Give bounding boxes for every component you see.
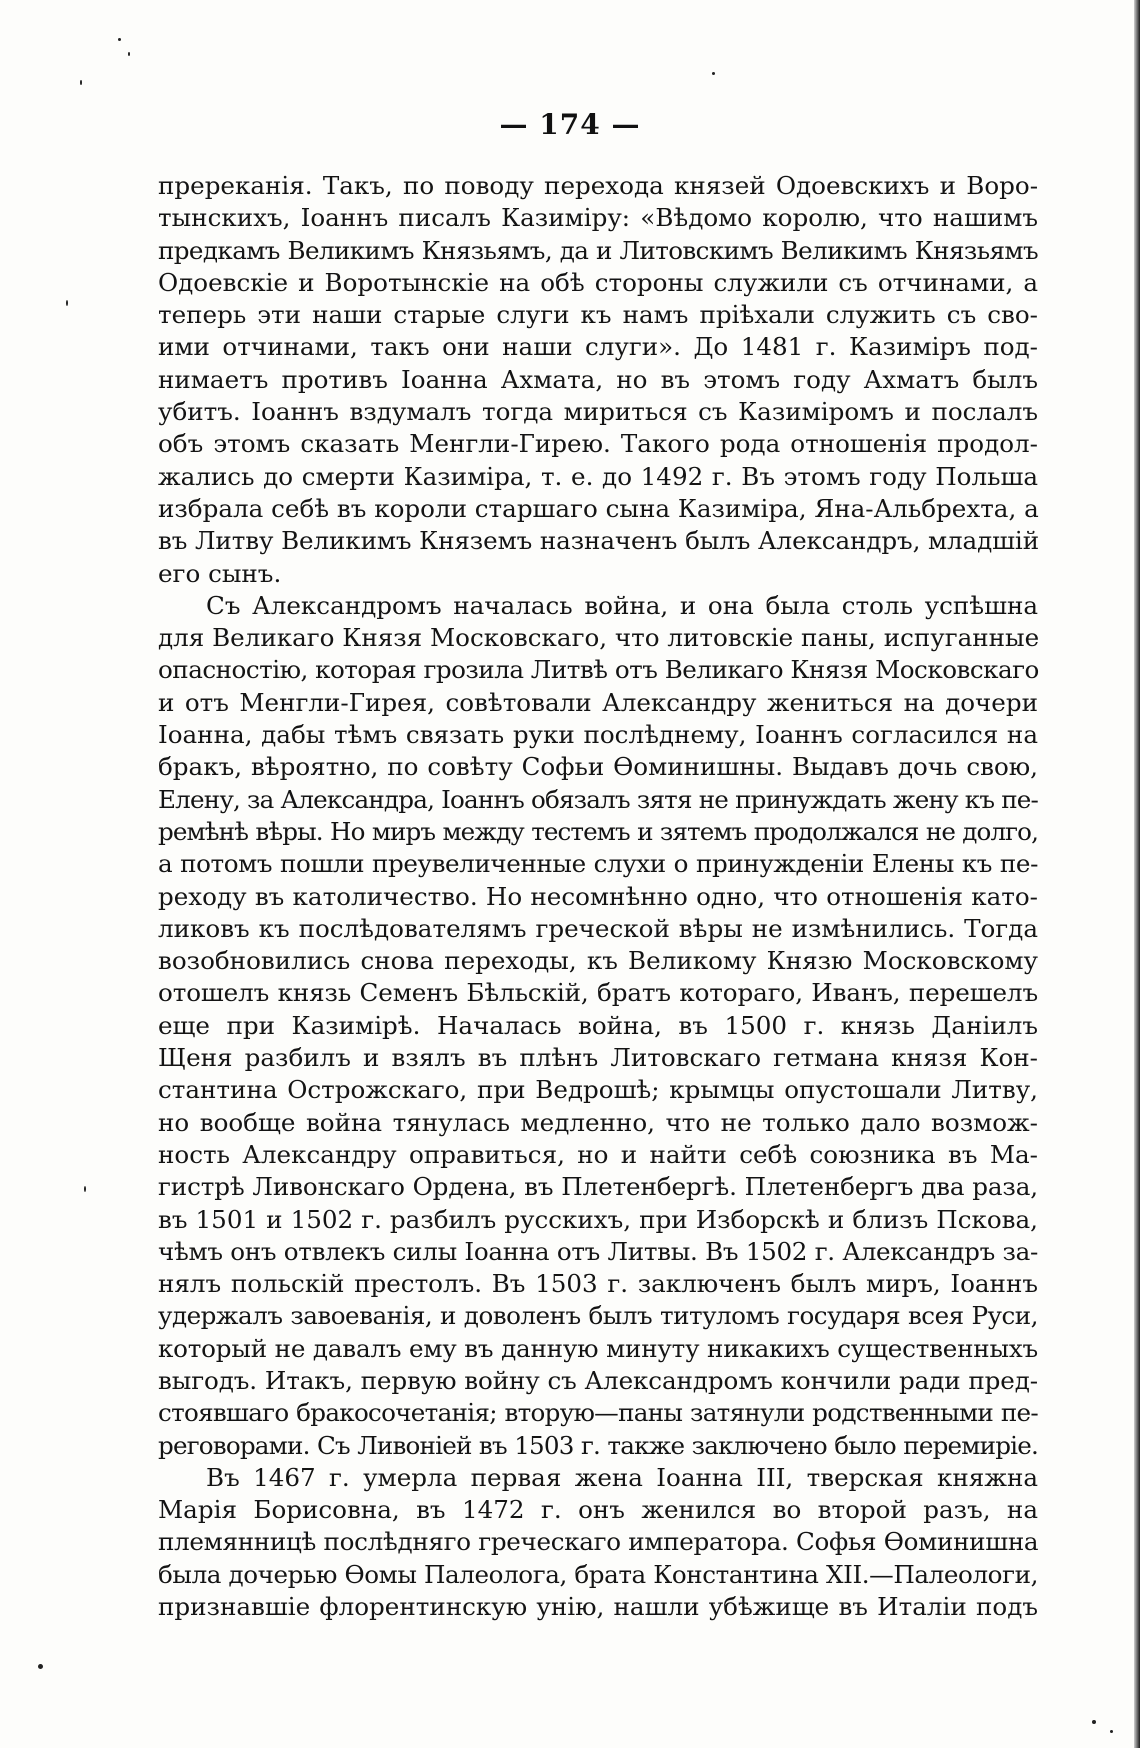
text-line: нимаетъ противъ Іоанна Ахмата, но въ этомъ году Ахматъ былъ bbox=[158, 364, 1038, 394]
text-line: нялъ польскій престолъ. Въ 1503 г. заключенъ былъ миръ, Іоаннъ bbox=[158, 1269, 1038, 1299]
text-line: стантина Острожскаго, при Ведрошѣ; крымцы опустошали Литву, bbox=[158, 1075, 1038, 1105]
paragraph bbox=[158, 590, 1038, 1462]
text-line: выгодъ. Итакъ, первую войну съ Александромъ кончили ради пред- bbox=[158, 1365, 1038, 1395]
text-line: Іоанна, дабы тѣмъ связать руки послѣднему, Іоаннъ согласился на bbox=[158, 720, 1038, 750]
text-line: для Великаго Князя Московскаго, что литовскіе паны, испуганные bbox=[158, 623, 1040, 653]
paragraph bbox=[158, 170, 1038, 590]
text-line: его сынъ. bbox=[158, 558, 282, 588]
text-line: ремѣнѣ вѣры. Но миръ между тестемъ и зятемъ продолжался не долго, bbox=[158, 816, 1038, 846]
page-number: — 174 — bbox=[499, 108, 641, 141]
text-line: тынскихъ, Іоаннъ писалъ Казиміру: «Вѣдомо королю, что нашимъ bbox=[158, 203, 1038, 233]
text-line: стоявшаго бракосочетанія; вторую—паны затянули родственными пе- bbox=[158, 1398, 1038, 1428]
text-line: и отъ Менгли-Гирея, совѣтовали Александру жениться на дочери bbox=[158, 687, 1038, 717]
text-line: Елену, за Александра, Іоаннъ обязалъ зятя не принуждать жену къ пе- bbox=[158, 784, 1039, 814]
text-line: чѣмъ онъ отвлекъ силы Іоанна отъ Литвы. Въ 1502 г. Александръ за- bbox=[158, 1236, 1038, 1266]
text-line: возобновились снова переходы, къ Великому Князю Московскому bbox=[158, 946, 1038, 976]
text-line: опасностію, которая грозила Литвѣ отъ Великаго Князя Московскаго bbox=[158, 655, 1039, 685]
speck bbox=[118, 38, 121, 41]
text-line: предкамъ Великимъ Князьямъ, да и Литовскимъ Великимъ Князьямъ bbox=[158, 235, 1038, 265]
text-line: Въ 1467 г. умерла первая жена Іоанна III, тверская княжна bbox=[206, 1462, 1038, 1492]
speck bbox=[1092, 1720, 1096, 1724]
text-line: избрала себѣ въ короли старшаго сына Казиміра, Яна-Альбрехта, а bbox=[158, 493, 1039, 523]
text-line: теперь эти наши старые слуги къ намъ пріѣхали служить съ сво- bbox=[158, 300, 1038, 330]
text-line: Съ Александромъ началась война, и она была столь успѣшна bbox=[206, 590, 1038, 620]
paragraph bbox=[158, 1462, 1038, 1623]
text-line: Марія Борисовна, въ 1472 г. онъ женился во второй разъ, на bbox=[158, 1495, 1038, 1525]
speck bbox=[66, 300, 68, 306]
text-line: который не давалъ ему въ данную минуту никакихъ существенныхъ bbox=[158, 1333, 1038, 1363]
text-line: ность Александру оправиться, но и найти себѣ союзника въ Ма- bbox=[158, 1139, 1038, 1169]
text-line: реходу въ католичество. Но несомнѣнно одно, что отношенія като- bbox=[158, 881, 1038, 911]
text-line: Одоевскіе и Воротынскіе на обѣ стороны служили съ отчинами, а bbox=[158, 267, 1038, 297]
text-line: удержалъ завоеванія, и доволенъ былъ титуломъ государя всея Руси, bbox=[158, 1301, 1038, 1331]
text-line: объ этомъ сказать Менгли-Гирею. Такого рода отношенія продол- bbox=[158, 429, 1038, 459]
text-line: Щеня разбилъ и взялъ въ плѣнъ Литовскаго гетмана князя Кон- bbox=[158, 1043, 1038, 1073]
text-line: реговорами. Съ Ливоніей въ 1503 г. также заключено было перемиріе. bbox=[158, 1430, 1038, 1460]
text-line: пререканія. Такъ, по поводу перехода князей Одоевскихъ и Воро- bbox=[158, 171, 1038, 200]
text-line: ликовъ къ послѣдователямъ греческой вѣры не измѣнились. Тогда bbox=[158, 913, 1038, 943]
text-line: племянницѣ послѣдняго греческаго императора. Софья Ѳоминишна bbox=[158, 1527, 1039, 1557]
speck bbox=[38, 1664, 43, 1669]
text-line: а потомъ пошли преувеличенные слухи о принужденіи Елены къ пе- bbox=[158, 849, 1038, 879]
text-line: убитъ. Іоаннъ вздумалъ тогда мириться съ Казиміромъ и послалъ bbox=[158, 397, 1038, 427]
text-line: отошелъ князь Семенъ Бѣльскій, братъ котораго, Иванъ, перешелъ bbox=[158, 978, 1038, 1008]
text-line: бракъ, вѣроятно, по совѣту Софьи Ѳоминишны. Выдавъ дочь свою, bbox=[158, 752, 1038, 782]
page-edge-shadow bbox=[1134, 0, 1140, 1748]
text-line: ими отчинами, такъ они наши слуги». До 1481 г. Казиміръ под- bbox=[158, 332, 1038, 362]
text-line: была дочерью Ѳомы Палеолога, брата Константина XII.—Палеологи, bbox=[158, 1559, 1038, 1589]
speck bbox=[80, 80, 82, 85]
speck bbox=[84, 1186, 86, 1192]
speck bbox=[712, 72, 715, 75]
speck bbox=[1110, 1730, 1113, 1733]
text-line: признавшіе флорентинскую унію, нашли убѣжище въ Италіи подъ bbox=[158, 1592, 1038, 1622]
text-line: еще при Казимірѣ. Началась война, въ 1500 г. князь Даніилъ bbox=[158, 1010, 1038, 1040]
text-line: жались до смерти Казиміра, т. е. до 1492 г. Въ этомъ году Польша bbox=[158, 461, 1038, 491]
text-line: въ Литву Великимъ Княземъ назначенъ былъ Александръ, младшій bbox=[158, 526, 1039, 556]
text-line: въ 1501 и 1502 г. разбилъ русскихъ, при Изборскѣ и близъ Пскова, bbox=[158, 1204, 1038, 1234]
text-line: но вообще война тянулась медленно, что не только дало возмож- bbox=[158, 1107, 1038, 1137]
speck bbox=[128, 52, 130, 56]
body-text bbox=[158, 170, 1038, 1623]
text-line: гистрѣ Ливонскаго Ордена, въ Плетенбергѣ. Плетенбергъ два раза, bbox=[158, 1172, 1038, 1202]
